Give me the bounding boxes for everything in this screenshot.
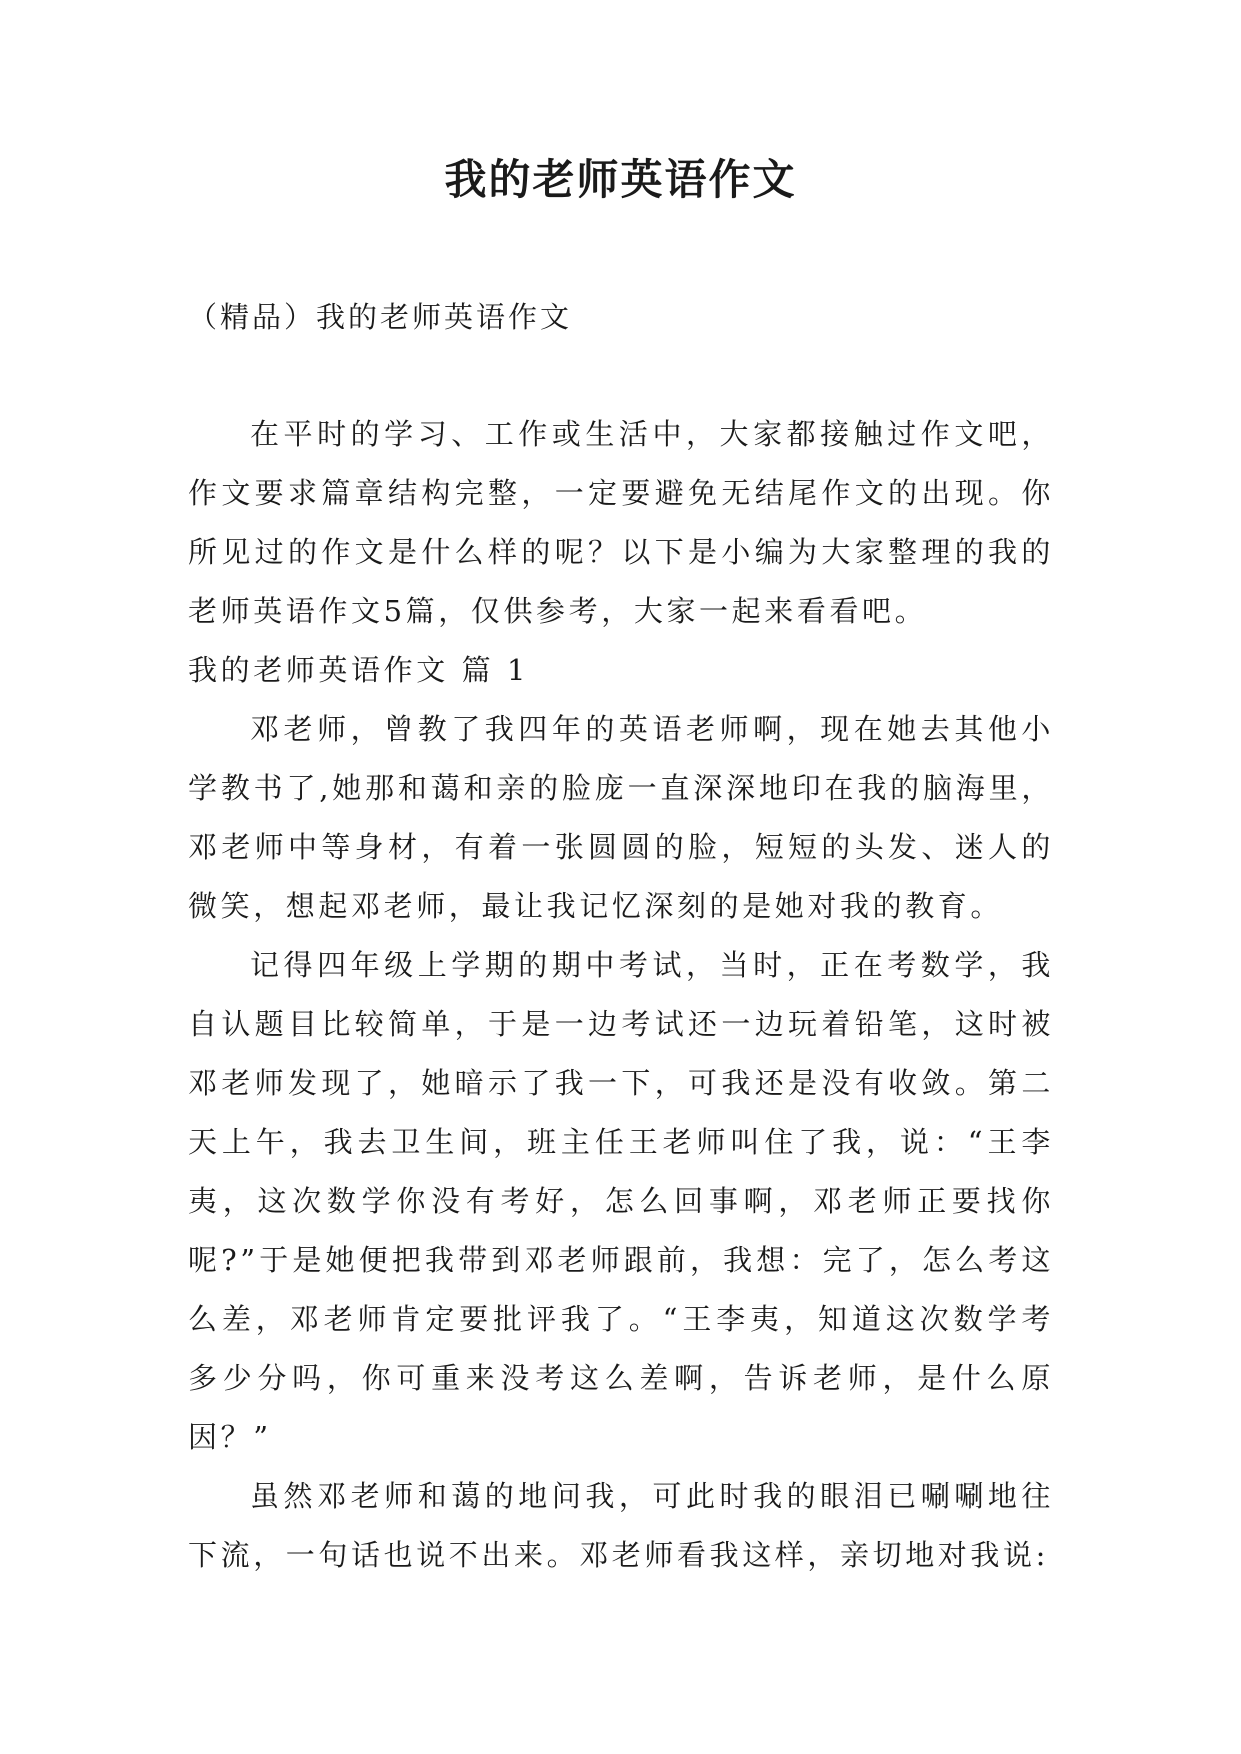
section-heading: 我的老师英语作文 篇 1 [188,653,530,687]
body-paragraph: 邓老师，曾教了我四年的英语老师啊，现在她去其他小学教书了,她那和蔼和亲的脸庞一直深深地印在我的脑海里，邓老师中等身材，有着一张圆圆的脸，短短的头发、迷人的微笑，想起邓老师，最让我记忆深刻的是她对我的教育。 [188,712,1054,923]
body-paragraph: 记得四年级上学期的期中考试，当时，正在考数学，我自认题目比较简单，于是一边考试还一边玩着铅笔，这时被邓老师发现了，她暗示了我一下，可我还是没有收敛。第二天上午，我去卫生间，班主任王老师叫住了我，说：“王李夷，这次数学你没有考好，怎么回事啊，邓老师正要找你呢?”于是她便把我带到邓老师跟前，我想：完了，怎么考这么差，邓老师肯定要批评我了。“王李夷，知道这次数学考多少分吗，你可重来没考这么差啊，告诉老师，是什么原因？” [188,948,1054,1454]
body-paragraph: 虽然邓老师和蔼的地问我，可此时我的眼泪已唰唰地往下流，一句话也说不出来。邓老师看我这样，亲切地对我说: [188,1479,1054,1572]
document-subtitle: （精品）我的老师英语作文 [188,300,573,334]
intro-paragraph: 在平时的学习、工作或生活中，大家都接触过作文吧，作文要求篇章结构完整，一定要避免无结尾作文的出现。你所见过的作文是什么样的呢？以下是小编为大家整理的我的老师英语作文5篇，仅供参考，大家一起来看看吧。 [188,417,1054,628]
document-title: 我的老师英语作文 [444,155,797,204]
document-body [188,405,1054,1585]
